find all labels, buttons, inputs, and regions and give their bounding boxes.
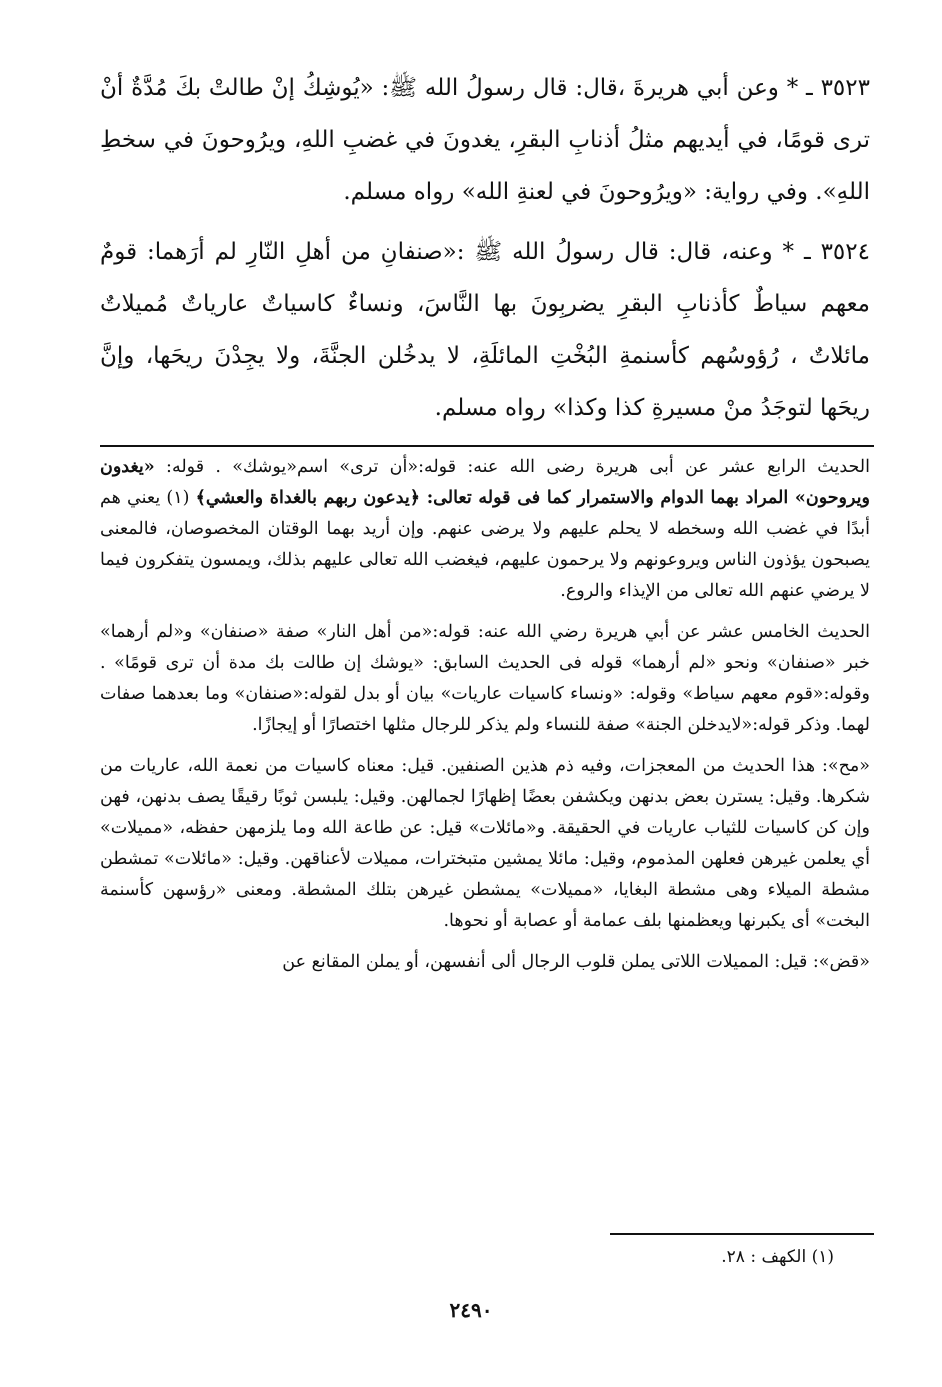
commentary-text: (١) يعني هم أبدًا في غضب الله وسخطه لا يحلم عليهم ولا يرضى عنهم. وإن أريد بهما الوقتان المخصوصان، فالمعنى يصبحون يؤذون الناس ويروعونهم ولا يرحمون عليهم، فيغضب الله تعالى عليهم بذلك، ويمسون يتفكرون فيما لا يرضي عنهم الله تعالى من الإيذاء والروع. xyxy=(100,488,870,601)
hadith-text xyxy=(100,62,870,442)
footnote: (١) الكهف : ٢٨. xyxy=(721,1247,834,1267)
commentary-paragraph-1 xyxy=(100,452,870,607)
hadith-3524: ٣٥٢٤ ـ * وعنه، قال: قال رسولُ الله ﷺ :«صنفانِ من أهلِ النّارِ لم أرَهما: قومٌ معهم سياطٌ كأذنابِ البقرِ يضربِونَ بها النَّاسَ، ونساءٌ كاسياتٌ عارياتٌ مُميلاتٌ مائلاتٌ ، رُؤوسُهم كأسنمةِ البُخْتِ المائلَةِ، لا يدخُلن الجنَّةَ، ولا يجِدْنَ ريحَها، وإنَّ ريحَها لتوجَدُ منْ مسيرةِ كذا وكذا» رواه مسلم. xyxy=(100,239,870,421)
page-number: ٢٤٩٠ xyxy=(449,1298,493,1322)
section-divider xyxy=(100,445,874,447)
hadith-3523: ٣٥٢٣ ـ * وعن أبي هريرةَ ،قال: قال رسولُ الله ﷺ: «يُوشِكُ إنْ طالتْ بكَ مُدَّةٌ أنْ ترى قومًا، في أيديهم مثلُ أذنابِ البقرِ، يغدونَ في غضبِ اللهِ، ويرُوحونَ في سخطِ اللهِ». وفي رواية: «ويرُوحونَ في لعنةِ الله» رواه مسلم. xyxy=(100,75,870,205)
commentary-bold-text: «يغدون ويروحون» المراد بهما الدوام والاستمرار كما فى قوله تعالى: ﴿يدعون ربهم بالغداة والعشي﴾ xyxy=(100,457,870,508)
commentary-paragraph-3: «مح»: هذا الحديث من المعجزات، وفيه ذم هذين الصنفين. قيل: معناه كاسيات من نعمة الله، عاريات من شكرها. وقيل: يسترن بعض بدنهن ويكشفن بعضًا إظهارًا لجمالهن. وقيل: يلبسن ثوبًا رقيقًا يصف بدنهن، فهن وإن كن كاسيات للثياب عاريات في الحقيقة. و«مائلات» قيل: عن طاعة الله وما يلزمهن حفظه، «مميلات» أي يعلمن غيرهن فعلهن المذموم، وقيل: مائلا يمشين متبخترات، مميلات لأعناقهن. وقيل: «مائلات» تمشطن مشطة الميلاء وهى مشطة البغايا، «مميلات» يمشطن غيرهن بتلك المشطة. ومعنى «رؤسهن كأسنمة البخت» أى يكبرنها ويعظمنها بلف عمامة أو عصابة أو نحوها. xyxy=(100,756,870,931)
commentary-paragraph-4: «قض»: قيل: المميلات اللاتى يملن قلوب الرجال ألى أنفسهن، أو يملن المقانع عن xyxy=(282,952,870,972)
commentary xyxy=(100,452,870,988)
commentary-text: الحديث الرابع عشر عن أبى هريرة رضى الله عنه: قوله:«أن ترى» اسم«يوشك» . قوله: xyxy=(154,457,870,477)
commentary-paragraph-2: الحديث الخامس عشر عن أبي هريرة رضي الله عنه: قوله:«من أهل النار» صفة «صنفان» و«لم أرهما» خبر «صنفان» ونحو «لم أرهما» قوله فى الحديث السابق: «يوشك إن طالت بك مدة أن ترى قومًا» . وقوله:«قوم معهم سياط» وقوله: «ونساء كاسيات عاريات» بيان أو بدل لقوله:«صنفان» وما بعدهما صفات لهما. وذكر قوله:«لايدخلن الجنة» صفة للنساء ولم يذكر للرجال مثلها اختصارًا أو إيجازًا. xyxy=(100,622,870,735)
footnote-divider xyxy=(610,1233,874,1235)
